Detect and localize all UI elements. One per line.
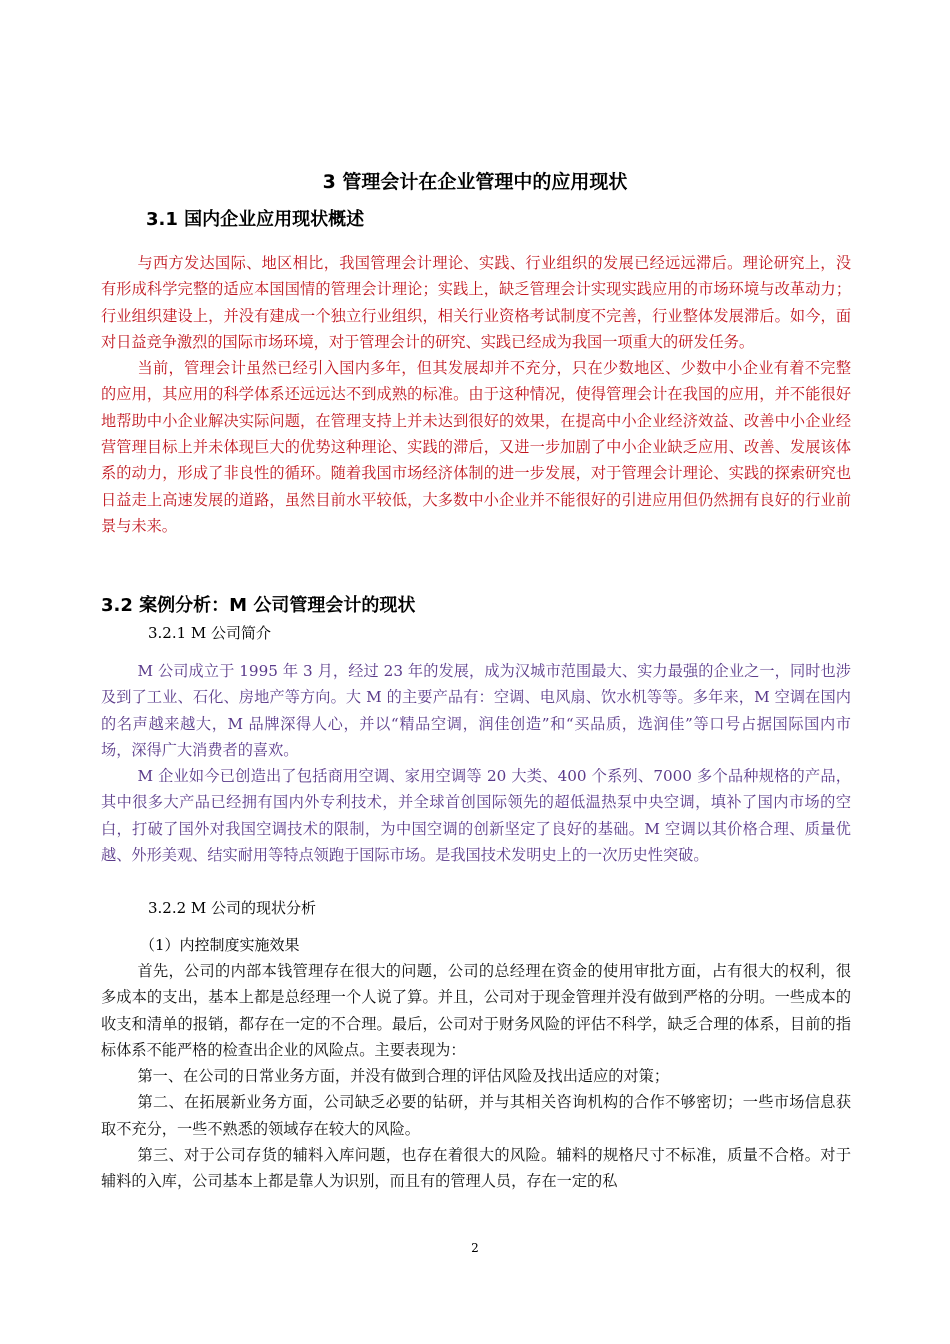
paragraph: 当前，管理会计虽然已经引入国内多年，但其发展却并不充分，只在少数地区、少数中小企业有着不完整的应用，其应用的科学体系还远远达不到成熟的标准。由于这种情况，使得管理会计在我国的应用，并不能很好地帮助中小企业解决实际问题，在管理支持上并未达到很好的效果，在提高中小企业经济效益、改善中小企业经营管理目标上并未体现巨大的优势这种理论、实践的滞后，又进一步加剧了中小企业缺乏应用、改善、发展该体系的动力，形成了非良性的循环。随着我国市场经济体制的进一步发展，对于管理会计理论、实践的探索研究也日益走上高速发展的道路，虽然目前水平较低，大多数中小企业并不能很好的引进应用但仍然拥有良好的行业前景与未来。 <box>101 359 851 535</box>
paragraph: 首先，公司的内部本钱管理存在很大的问题，公司的总经理在资金的使用审批方面，占有很大的权利，很多成本的支出，基本上都是总经理一个人说了算。并且，公司对于现金管理并没有做到严格的分明。一些成本的收支和清单的报销，都存在一定的不合理。最后，公司对于财务风险的评估不科学，缺乏合理的体系，目前的指标体系不能严格的检查出企业的风险点。主要表现为： <box>101 962 851 1059</box>
paragraph: 第二、在拓展新业务方面，公司缺乏必要的钻研，并与其相关咨询机构的合作不够密切；一些市场信息获取不充分，一些不熟悉的领域存在较大的风险。 <box>101 1093 851 1138</box>
section-heading-3-2: 3.2 案例分析：M 公司管理会计的现状 <box>101 595 416 616</box>
chapter-title: 3 管理会计在企业管理中的应用现状 <box>322 171 628 193</box>
paragraph: 与西方发达国际、地区相比，我国管理会计理论、实践、行业组织的发展已经远远滞后。理论研究上，没有形成科学完整的适应本国国情的管理会计理论；实践上，缺乏管理会计实现实践应用的市场环境与改革动力；行业组织建设上，并没有建成一个独立行业组织，相关行业资格考试制度不完善，行业整体发展滞后。如今，面对日益竞争激烈的国际市场环境，对于管理会计的研究、实践已经成为我国一项重大的研发任务。 <box>101 254 851 351</box>
paragraph: 第一、在公司的日常业务方面，并没有做到合理的评估风险及找出适应的对策； <box>137 1067 670 1086</box>
subsection-heading-3-2-2: 3.2.2 M 公司的现状分析 <box>148 899 317 917</box>
page-number: 2 <box>471 1241 479 1255</box>
item-heading-internal-control: （1）内控制度实施效果 <box>140 936 300 954</box>
paragraph: 第三、对于公司存货的辅料入库问题，也存在着很大的风险。辅料的规格尺寸不标准，质量不合格。对于辅料的入库，公司基本上都是靠人为识别，而且有的管理人员，存在一定的私 <box>101 1146 851 1191</box>
section-heading-3-1: 3.1 国内企业应用现状概述 <box>146 209 365 230</box>
subsection-heading-3-2-1: 3.2.1 M 公司简介 <box>148 624 272 642</box>
paragraph: M 企业如今已创造出了包括商用空调、家用空调等 20 大类、400 个系列、7000 多个品种规格的产品，其中很多大产品已经拥有国内外专利技术，并全球首创国际领先的超低温热泵中央空调，填补了国内市场的空白，打破了国外对我国空调技术的限制，为中国空调的创新坚定了良好的基础。M 空调以其价格合理、质量优越、外形美观、结实耐用等特点领跑于国际市场。是我国技术发明史上的一次历史性突破。 <box>101 767 851 865</box>
subsection-3-2-1-body <box>101 658 851 868</box>
section-3-1-body <box>101 250 851 539</box>
subsection-3-2-2-body <box>101 958 851 1195</box>
paragraph: M 公司成立于 1995 年 3 月，经过 23 年的发展，成为汉城市范围最大、实力最强的企业之一，同时也涉及到了工业、石化、房地产等方向。大 M 的主要产品有：空调、电风扇、饮水机等等。多年来，M 空调在国内的名声越来越大，M 品牌深得人心，并以“精品空调，润佳创造”和“买品质，选润佳”等口号占据国际国内市场，深得广大消费者的喜欢。 <box>101 662 851 759</box>
